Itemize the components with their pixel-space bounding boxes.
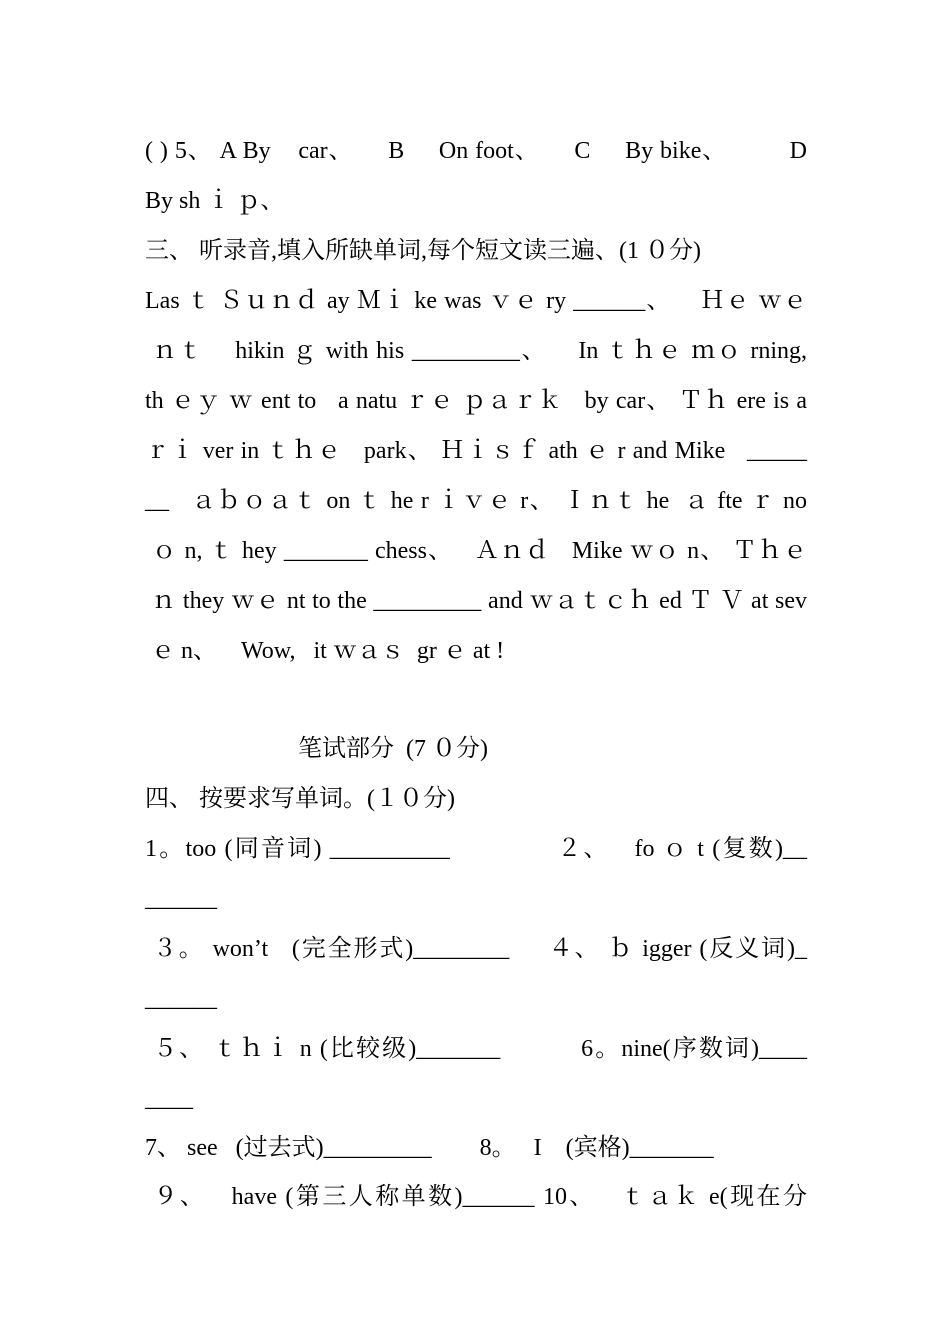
exercise-line: ____ bbox=[145, 1086, 193, 1112]
listening-q5-option-d: By sh ｉ ｐ、 bbox=[145, 188, 285, 214]
exercise-line: ３。 won’t (完全形式)________ ４、 ｂ igger (反义词)_ bbox=[145, 936, 807, 962]
section-four-heading: 四、 按要求写单词。(１０分) bbox=[145, 786, 455, 812]
passage-line: ｒｉ ver in ｔｈｅ park、 Ｈｉｓｆ ath ｅ r and Mike _____ bbox=[145, 438, 807, 464]
exercise-line: ______ bbox=[145, 886, 217, 912]
exercise-line: ______ bbox=[145, 986, 217, 1012]
passage-line: ｏ n, ｔ hey _______ chess、 Ａｎｄ Mike ｗｏ n、 Ｔｈｅ bbox=[145, 538, 807, 564]
passage-line: th ｅｙ ｗ ent to a natu ｒｅ ｐａｒｋ by car、 Ｔｈ ere is a bbox=[145, 388, 807, 414]
passage-line: ｅ n、 Wow, it ｗａｓ gr ｅ at ! bbox=[145, 638, 505, 664]
exercise-line: ９、 have (第三人称单数)______ 10、 ｔａｋ e(现在分 bbox=[145, 1184, 807, 1210]
passage-line: ｎ they ｗｅ nt to the _________ and ｗａｔｃｈ ed Ｔ Ｖ at sev bbox=[145, 588, 807, 614]
passage-line: ｎｔ hikin ｇ with his _________、 In ｔｈｅ ｍｏ rning, bbox=[145, 338, 807, 364]
exercise-line: 7、 see (过去式)_________ 8。 I (宾格)_______ bbox=[145, 1135, 714, 1161]
written-part-heading: 笔试部分 (7 ０分) bbox=[298, 736, 488, 762]
listening-q5-options: ( ) 5、 A By car、 B On foot、 C By bike、 D bbox=[145, 138, 807, 164]
passage-line: Las ｔ Ｓｕｎｄ ay Ｍｉ ke was ｖｅ ry ______、 Ｈｅ ｗｅ bbox=[145, 288, 807, 314]
passage-line: __ ａｂｏａｔ on ｔ he r ｉｖｅ r、 Ｉｎｔ he ａ fte ｒ no bbox=[145, 488, 807, 514]
exercise-line: ５、 ｔｈｉ n (比较级)_______ 6。nine(序数词)____ bbox=[145, 1036, 807, 1062]
exercise-line: 1。too (同音词) __________ ２、 fo ｏ t (复数)__ bbox=[145, 836, 807, 862]
section-three-heading: 三、 听录音,填入所缺单词,每个短文读三遍、(1 ０分) bbox=[145, 238, 701, 264]
